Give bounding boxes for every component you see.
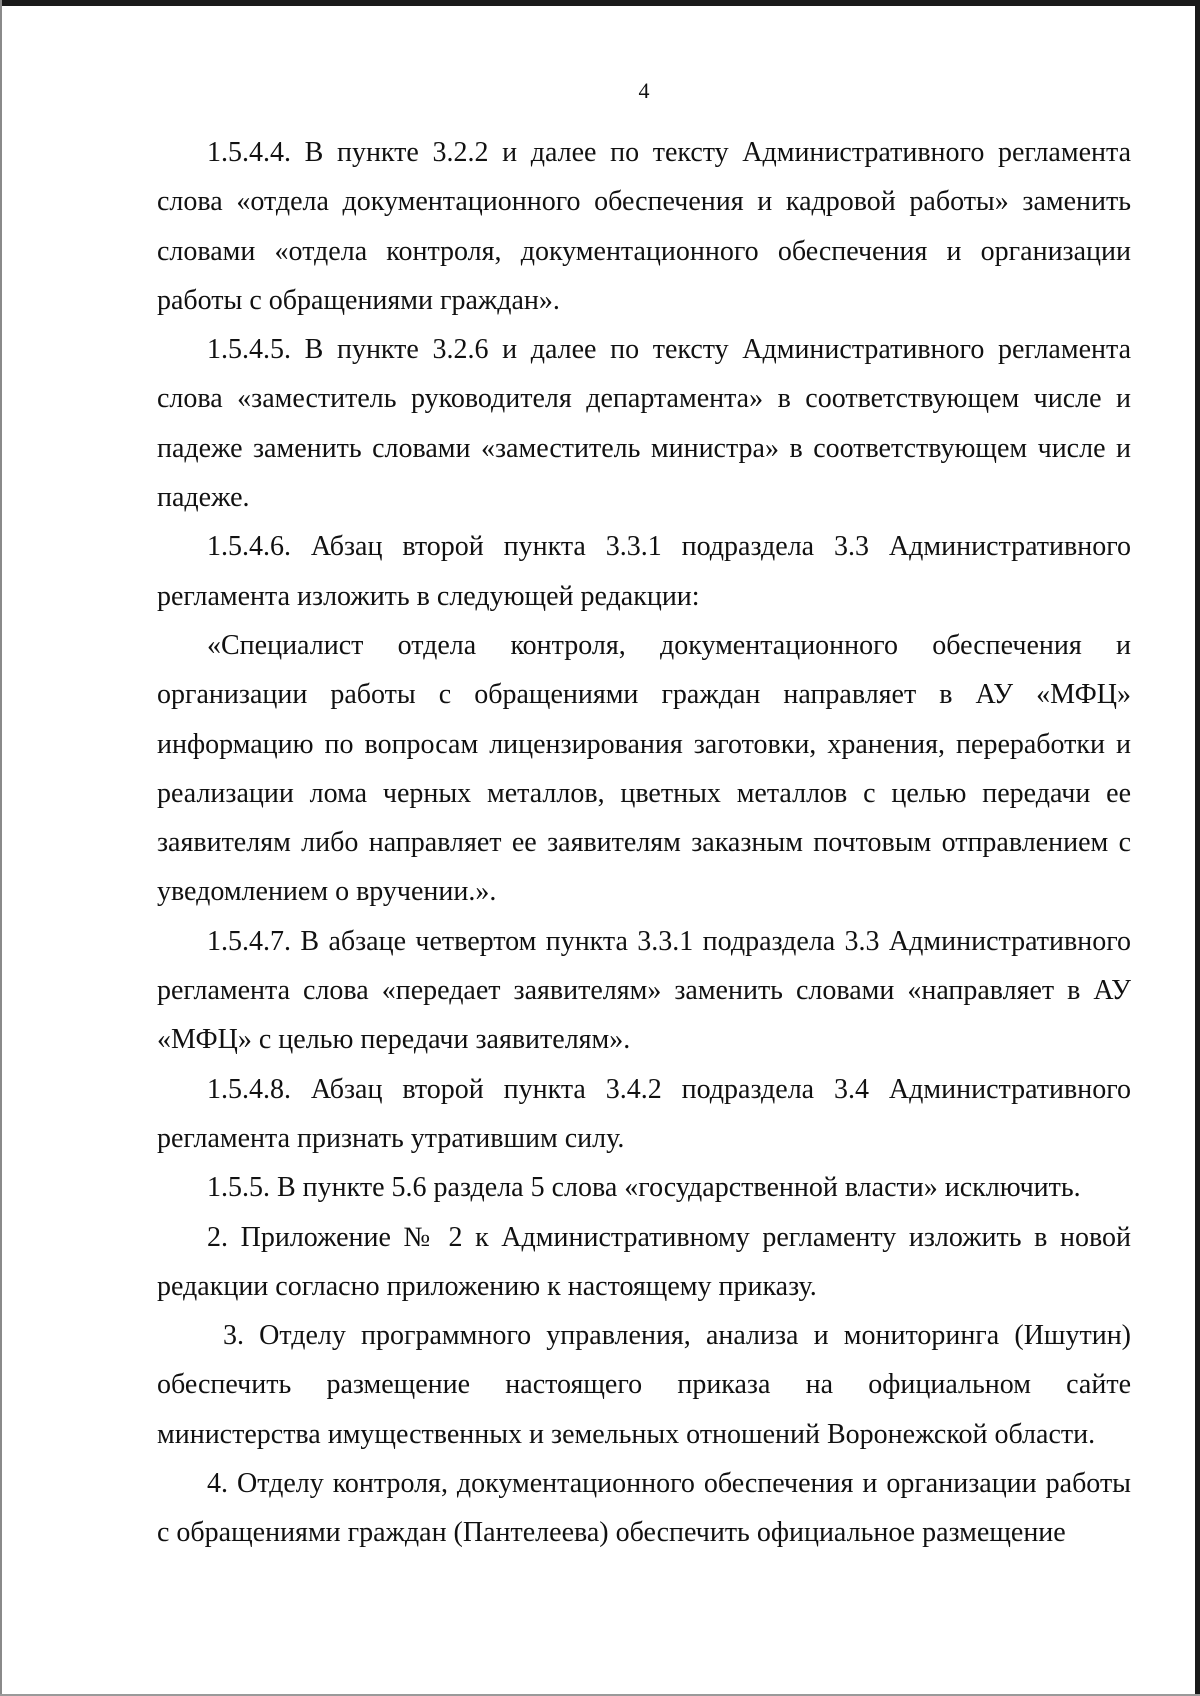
page-number: 4 [638,78,650,103]
scan-border-top [0,0,1200,6]
paragraph-1-5-4-6: 1.5.4.6. Абзац второй пункта 3.3.1 подраздела 3.3 Административного регламента изложить в следующей редакции: [157,531,1131,612]
paragraph-1-5-5: 1.5.5. В пункте 5.6 раздела 5 слова «государственной власти» исключить. [207,1172,1081,1204]
quoted-paragraph: «Специалист отдела контроля, документационного обеспечения и организации работы с обращениями граждан направляет в АУ «МФЦ» информацию по вопросам лицензирования заготовки, хранения, переработки и реализации лома черных металлов, цветных металлов с целью передачи ее заявителям либо направляет ее заявителям заказным почтовым отправлением с уведомлением о вручении.». [157,629,1131,908]
paragraph-3: 3. Отделу программного управления, анализа и мониторинга (Ишутин) обеспечить размещение настоящего приказа на официальном сайте министерства имущественных и земельных отношений Воронежской области. [157,1320,1131,1450]
paragraph-4: 4. Отделу контроля, документационного обеспечения и организации работы с обращениями граждан (Пантелеева) обеспечить официальное размещение [157,1468,1131,1549]
paragraph-1-5-4-5: 1.5.4.5. В пункте 3.2.6 и далее по тексту Административного регламента слова «заместитель руководителя департамента» в соответствующем числе и падеже заменить словами «заместитель министра» в соответствующем числе и падеже. [157,334,1131,514]
paragraph-1-5-4-4: 1.5.4.4. В пункте 3.2.2 и далее по тексту Административного регламента слова «отдела документационного обеспечения и кадровой работы» заменить словами «отдела контроля, документационного обеспечения и организации работы с обращениями граждан». [157,137,1131,316]
scan-border-right [1195,0,1200,1696]
paragraph-1-5-4-7: 1.5.4.7. В абзаце четвертом пункта 3.3.1 подраздела 3.3 Административного регламента слова «передает заявителям» заменить словами «направляет в АУ «МФЦ» с целью передачи заявителям». [157,925,1131,1056]
paragraph-1-5-4-8: 1.5.4.8. Абзац второй пункта 3.4.2 подраздела 3.4 Административного регламента признать утратившим силу. [157,1073,1131,1154]
document-body [157,128,1131,1558]
paragraph-2: 2. Приложение № 2 к Административному регламенту изложить в новой редакции согласно приложению к настоящему приказу. [157,1221,1131,1302]
scan-border-left [0,0,2,1696]
